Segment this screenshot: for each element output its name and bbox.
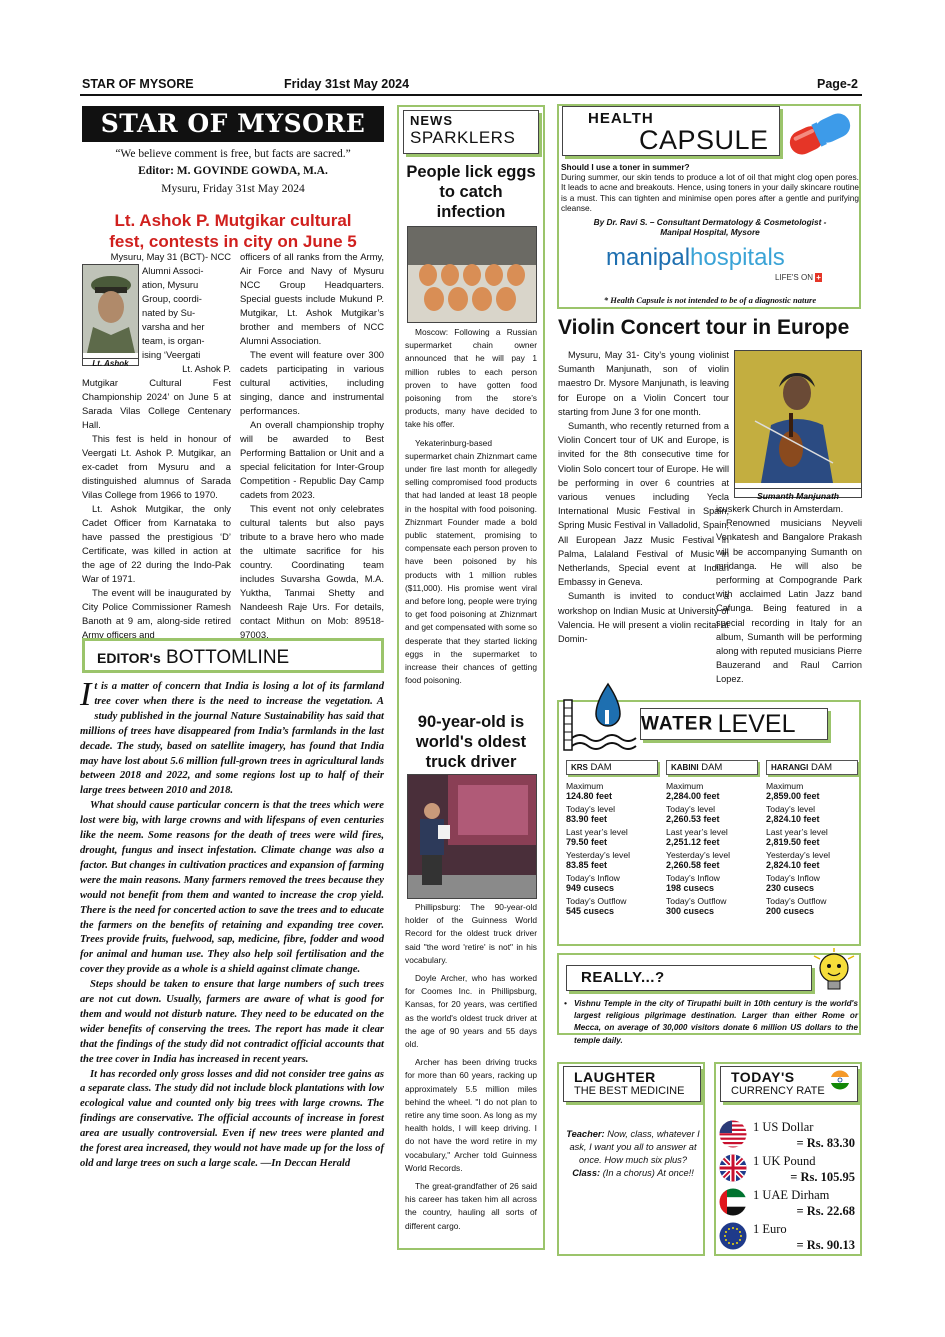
dam-value: 2,824.10 feet	[766, 860, 820, 870]
editorial-para1: t is a matter of concern that India is losing a lot of its farmland tree cover when there is the need to increase the vegetation. A study published in the journal Nature Sustainability has said that millions of trees have disappeared from India’s farmlands in the last decade. The study, based on satellite imagery, has found that India may have lost about 5.6 million full-grown trees in agricultural lands between 2018 and 2022, and some regions lost up to half of their large trees between 2010 and 2018.	[80, 681, 384, 797]
dam-label: Today’s level	[766, 804, 816, 814]
joke-teacher-label: Teacher:	[566, 1129, 605, 1139]
story1-wrap-line: team, is organ-	[142, 335, 205, 346]
currency-list	[719, 1120, 859, 1255]
dam-header	[766, 760, 858, 775]
dam-label: Maximum	[566, 781, 604, 791]
editorial-para3: Steps should be taken to ensure that large numbers of such trees are not cut down. Usually, farmers are aware of what is good for them and would not disturb nature. They need to be educated on the wider benefits of conserving the trees. The report has made it clear that the findings of the study did not contradict official accounts that the tree cover in India has increased in recent years.	[80, 979, 384, 1065]
story1-wrap-line: ation, Mysuru	[142, 279, 199, 290]
manipal-logo-part1: manipal	[606, 244, 691, 271]
manipal-logo	[606, 244, 785, 272]
dam-label: Today’s level	[566, 804, 616, 814]
dam-value: 2,260.58 feet	[666, 860, 720, 870]
editorial-para2: What should cause particular concern is that the trees which were lost were big, with large crowns and with lifespans of even centuries like the neem. Some reasons for the death of trees were wild fires, drought, fungus and insect infestation. Climate change was also a factor. But changes in cultivation practices and expansion of farming were the main reasons. Many farmers removed the trees because they would not benefit from them and wanted to increase the crop yield. There is the need for concerted action to save the trees and to educate the farmers on the benefits of retaining and expanding tree cover. Trees provide fruits, fuelwood, sap, medicine, fibre, fodder and wood for animal and human use. They also help soil fertilisation and the cover they provide as a whole is a shield against climate change.	[80, 800, 384, 976]
violin-para5: Renowned musicians Neyveli Venkatesh and Bangalore Prakash will be accompanying Sumanth on mridanga. He will also be performing at Compogrande Park with acclaimed Latin Jazz band Cafunga. Being featured in a special recording in Italy for an album, Sumanth will be performing along with reputed musicians Pierre Bauzerand and Raul Carrion Lopez.	[716, 518, 862, 685]
sparklers-article2-p1: Phillipsburg: The 90-year-old holder of the Guinness World Record for the oldest truck driver said "the word 'retire' is not" in his vocabulary.	[405, 902, 537, 965]
water-drop-dam-icon	[560, 680, 642, 752]
dam-value: 200 cusecs	[766, 906, 815, 916]
health-title-bold: HEALTH	[588, 110, 654, 127]
story1-para6: The event will feature over 300 cadets participating in various cultural activities, including singing, dance and instrumental performances.	[240, 349, 384, 416]
violinist-image-icon	[735, 351, 861, 483]
story1-column1	[82, 250, 231, 642]
sparklers-title-bold: NEWS	[410, 113, 453, 128]
story1-wrap-text	[82, 250, 231, 376]
dam-value: 230 cusecs	[766, 883, 815, 893]
violin-column2	[716, 502, 862, 687]
header-paper-name: STAR OF MYSORE	[82, 77, 194, 91]
violin-para4: icuskerk Church in Amsterdam.	[716, 504, 844, 514]
story1-para1: Mutgikar Cultural Fest Championship 2024’ on June 5 at Sarada Vilas College Centenary Hall.	[82, 377, 231, 430]
dam-label: Last year’s level	[566, 827, 628, 837]
dam-label: Yesterday’s level	[766, 850, 831, 860]
lightbulb-icon	[812, 948, 856, 998]
health-byline1: By Dr. Ravi S. – Consultant Dermatology & Cosmetologist -	[593, 217, 827, 228]
dam-label: Today’s Inflow	[566, 873, 620, 883]
dam-value: 124.80 feet	[566, 791, 613, 801]
sparklers-headline1[interactable]: People lick eggs to catch infection	[406, 163, 536, 221]
currency-rate-eur: = Rs. 90.13	[796, 1238, 855, 1252]
joke-class-text: (In a chorus) At once!!	[602, 1168, 694, 1178]
story1-wrap-line: Group, coordi-	[142, 293, 202, 304]
us-flag-icon	[719, 1120, 747, 1148]
water-title-bold: WATER	[641, 713, 714, 735]
health-title-light: CAPSULE	[639, 125, 769, 155]
story1-photo-caption: Lt. Ashok	[83, 358, 138, 368]
sparklers-title-light: SPARKLERS	[410, 128, 516, 147]
sparklers-article2	[405, 901, 537, 1233]
really-text	[562, 998, 858, 1047]
uk-flag-icon	[719, 1154, 747, 1182]
sparklers-article2-p2: Doyle Archer, who has worked for Coomes Inc. in Phillipsburg, Kansas, for 20 years, was certified as the world's oldest truck driver at the age of 90 years and 55 days old.	[405, 973, 537, 1050]
violinist-caption: Sumanth Manjunath	[735, 488, 861, 501]
dam-value: 2,819.50 feet	[766, 837, 820, 847]
masthead-editor: Editor: M. GOVINDE GOWDA, M.A.	[138, 165, 328, 177]
health-answer: During summer, our skin tends to produce a lot of oil that might clog open pores. It leads to acne and breakouts. Hence, using toners in your daily skincare routine is a must. This can tighten and minimise open pores after a gentle and purifying cleanse.	[561, 172, 859, 213]
pill-capsule-icon	[778, 108, 862, 160]
header-rule	[80, 94, 862, 96]
editorial-title-bold: EDITOR's	[97, 650, 161, 666]
editorial-title-light: BOTTOMLINE	[166, 647, 290, 668]
story1-para8: This event not only celebrates cultural talents but also pays tribute to a brave hero who made the ultimate sacrifice for his country. Coordinating team includes Suvarsha Gowda, M.A. Yuktha, Tanmai Shetty and Nandeesh Raje Urs. For details, contact Mithun on Mob: 89518-97003.	[240, 503, 384, 640]
editorial-para4: It has recorded only gross losses and did not consider tree gains as a separate class. The study did not include block plantations with low ecological value and counted only big trees with large crowns. The findings are conservative. The official accounts of increase in forest area are usually controversial. Even if new trees were planted and the forest area increased, they would not have made up for the loss of old and large trees on such a large scale. —In Deccan Herald	[80, 1068, 384, 1169]
dam-label: Last year’s level	[766, 827, 828, 837]
dam-suffix: DAM	[590, 762, 612, 773]
health-byline2: Manipal Hospital, Mysore	[660, 227, 760, 238]
laughter-title-bold: LAUGHTER	[574, 1069, 656, 1085]
currency-name-eur: 1 Euro	[753, 1222, 787, 1236]
story1-para3: Lt. Ashok Mutgikar, the only Cadet Officer from Karnataka to have passed the prestigious ‘D’ Certificate, was killed in action at the age of 22 during the Indo-Pak War of 1971.	[82, 503, 231, 584]
dam-value: 2,859.00 feet	[766, 791, 820, 801]
sparklers-title	[403, 110, 539, 154]
dam-value: 949 cusecs	[566, 883, 615, 893]
plus-icon: +	[816, 273, 821, 282]
story1-para2: This fest is held in honour of Veergati Lt. Ashok P. Mutgikar, an ex-cadet from Mysuru and a distinguished alumnus of Sarada Vilas College from 1966 to 1970.	[82, 433, 231, 500]
dam-column-harangi	[766, 760, 858, 916]
violin-para1: Mysuru, May 31- City’s young violinist Sumanth Manjunath, son of violin maestro Dr. Mysore Manjunath, is leaving for Europe on a Violin Concert tour starting from June 3 for one month.	[558, 350, 729, 417]
dam-column-krs	[566, 760, 658, 916]
story1-wrap-line: Alumni Associ-	[142, 265, 204, 276]
dam-value: 79.50 feet	[566, 837, 608, 847]
dam-label: Yesterday’s level	[566, 850, 631, 860]
violin-column1	[558, 348, 729, 646]
dam-value: 300 cusecs	[666, 906, 715, 916]
dam-value: 2,251.12 feet	[666, 837, 720, 847]
story1-wrap-line: Lt. Ashok P.	[182, 363, 231, 374]
story1-headline-line1: Lt. Ashok P. Mutgikar cultural	[114, 211, 352, 230]
currency-name-gbp: 1 UK Pound	[753, 1154, 816, 1168]
eggs-image-icon	[408, 227, 536, 322]
dam-value: 83.85 feet	[566, 860, 608, 870]
water-title	[640, 708, 828, 740]
health-title	[562, 106, 780, 156]
dam-value: 545 cusecs	[566, 906, 615, 916]
masthead-logo: STAR OF MYSORE	[82, 106, 384, 142]
currency-name-usd: 1 US Dollar	[753, 1120, 814, 1134]
joke-class-label: Class:	[572, 1168, 601, 1178]
dam-name: KABINI	[671, 763, 699, 772]
eggs-photo	[407, 226, 537, 323]
dam-value: 83.90 feet	[566, 814, 608, 824]
dam-name: HARANGI	[771, 763, 809, 772]
story1-headline[interactable]	[82, 210, 384, 252]
sparklers-headline2[interactable]: 90-year-old is world's oldest truck driver	[415, 713, 527, 771]
violinist-photo	[734, 350, 862, 501]
laughter-joke	[566, 1128, 700, 1180]
editorial-dropcap: I	[80, 676, 92, 713]
water-title-light: LEVEL	[717, 710, 796, 738]
currency-title-bold: TODAY'S	[731, 1069, 795, 1085]
currency-row-aed	[719, 1188, 859, 1220]
story1-para4: The event will be inaugurated by City Police Commissioner Ramesh Banoth at 9 am, along-side retired Army officers and	[82, 587, 231, 640]
dam-label: Today’s Inflow	[766, 873, 820, 883]
dam-header	[566, 760, 658, 775]
story1-wrap-line: varsha and her	[142, 321, 205, 332]
sparklers-article1	[405, 326, 537, 687]
sparklers-article2-p3: Archer has been driving trucks for more than 60 years, racking up approximately 5.5 million miles behind the wheel. "I do not plan to retire any time soon. As long as my health holds, I will keep driving. I do not have the word retire in my vocabulary," Archer told Guinness World Records.	[405, 1057, 537, 1173]
dam-label: Today’s Outflow	[666, 896, 727, 906]
health-body	[561, 162, 859, 237]
dam-suffix: DAM	[701, 762, 723, 773]
dam-label: Today’s Inflow	[666, 873, 720, 883]
dam-value: 198 cusecs	[666, 883, 715, 893]
story1-wrap-line: Mysuru, May 31 (BCT)- NCC	[110, 251, 231, 262]
masthead-dateline: Mysuru, Friday 31st May 2024	[161, 183, 305, 195]
bullet-icon: •	[564, 999, 567, 1008]
dam-label: Last year’s level	[666, 827, 728, 837]
uae-flag-icon	[719, 1188, 747, 1216]
truck-driver-photo	[407, 774, 537, 899]
really-title: REALLY...?	[566, 965, 812, 991]
violin-headline[interactable]: Violin Concert tour in Europe	[558, 316, 850, 339]
dam-column-kabini	[666, 760, 758, 916]
currency-row-gbp	[719, 1154, 859, 1186]
dam-header	[666, 760, 758, 775]
joke-teacher-text: Now, class, whatever I ask, I want you all to answer at once. How much six plus?	[569, 1129, 700, 1165]
violin-para3: Sumanth is invited to conduct a workshop on Indian Music at University of Valencia. He will present a violin recital at Domin-	[558, 591, 729, 645]
health-question: Should I use a toner in summer?	[561, 162, 690, 172]
story1-wrap-line: ising ‘Veergati	[142, 349, 201, 360]
sparklers-article1-p1: Moscow: Following a Russian supermarket chain owner announced that he will pay 1 million rubles to each person proven to have gotten food poisoning from the store’s products, many have decided to take his offer.	[405, 327, 537, 430]
currency-subtitle: CURRENCY RATE	[731, 1085, 825, 1097]
really-text-content: Vishnu Temple in the city of Tirupathi built in 10th century is the world's largest religious pilgrimage destination. Larger than either Rome or Mecca, on average of 30,000 visitors donate 6 million US dollars to the temple daily.	[574, 999, 858, 1045]
health-disclaimer: * Health Capsule is not intended to be of a diagnostic nature	[603, 295, 817, 305]
manipal-tagline-text: LIFE'S ON	[775, 273, 813, 282]
currency-rate-usd: = Rs. 83.30	[796, 1136, 855, 1150]
sparklers-article1-p2: Yekaterinburg-based supermarket chain Zhiznmart came under fire last month for allegedly selling compromised food products that had landed at least 18 people in the hospital with food poisoning. Zhiznmart Founder made a bold public statement, promising to compensate each person proven to have been poisoned by his products with 1 million rubles ($11,000). His promise went viral and before long, people were trying to get food poisoning at Zhiznmart and get compensated with some so desperate that they started licking eggs in the supermarket to increase their chances of getting food poisoning.	[405, 437, 537, 686]
currency-rate-gbp: = Rs. 105.95	[790, 1170, 855, 1184]
dam-name: KRS	[571, 763, 588, 772]
story1-para7: An overall championship trophy will be awarded to Best Performing Battalion or Unit and a special felicitation for Inter-Group Competition - Republic Day Camp cadets from 2023.	[240, 419, 384, 500]
manipal-logo-part2: hospitals	[690, 244, 785, 271]
dam-label: Today’s Outflow	[566, 896, 627, 906]
dam-table	[566, 760, 856, 940]
eu-flag-icon	[719, 1222, 747, 1250]
story1-para5: officers of all ranks from the Army, Air Force and Navy of Mysuru NCC Group Headquarters. Special guests include Mukund P. Mutgikar, Lt. Ashok Mutgikar’s brother and members of NCC Alumni Association.	[240, 251, 384, 346]
story1-wrap-line: nated by Su-	[142, 307, 196, 318]
header-date: Friday 31st May 2024	[284, 77, 410, 91]
story1-headline-line2: fest, contests in city on June 5	[109, 232, 357, 251]
sparklers-article2-p4: The great-grandfather of 26 said his career has taken him all across the country, hauling all sorts of different cargo.	[405, 1181, 537, 1231]
violin-para2: Sumanth, who recently returned from a Violin Concert tour of UK and Europe, is invited for the 8th consecutive time for Violin Solo concert tour of Europe. He will be performing in over 6 countries at various venues including Yecla International Music Festival in Spain, Spring Music Festival in Valladolid, Spain, All European Jazz Music Festival in Palma, Lalaland Festival of Music in Netherlands, Special event at Indian Embassy in Geneva.	[558, 421, 729, 588]
story1-column2	[240, 250, 384, 642]
currency-row-eur	[719, 1222, 859, 1254]
dam-label: Maximum	[666, 781, 704, 791]
currency-row-usd	[719, 1120, 859, 1152]
dam-value: 2,824.10 feet	[766, 814, 820, 824]
editorial-body	[80, 676, 384, 1172]
dam-value: 2,260.53 feet	[666, 814, 720, 824]
editorial-title	[82, 638, 384, 673]
dam-value: 2,284.00 feet	[666, 791, 720, 801]
manipal-tagline	[775, 273, 822, 282]
india-flag-icon	[830, 1070, 850, 1090]
dam-label: Today’s Outflow	[766, 896, 827, 906]
dam-label: Today’s level	[666, 804, 716, 814]
currency-name-aed: 1 UAE Dirham	[753, 1188, 830, 1202]
dam-label: Maximum	[766, 781, 804, 791]
currency-rate-aed: = Rs. 22.68	[796, 1204, 855, 1218]
header-page-number: Page-2	[817, 77, 858, 91]
laughter-subtitle: THE BEST MEDICINE	[574, 1085, 685, 1097]
dam-suffix: DAM	[810, 762, 833, 773]
laughter-title	[563, 1066, 701, 1102]
masthead-motto: “We believe comment is free, but facts are sacred.”	[115, 148, 351, 160]
truck-driver-image-icon	[408, 775, 536, 898]
dam-label: Yesterday’s level	[666, 850, 731, 860]
